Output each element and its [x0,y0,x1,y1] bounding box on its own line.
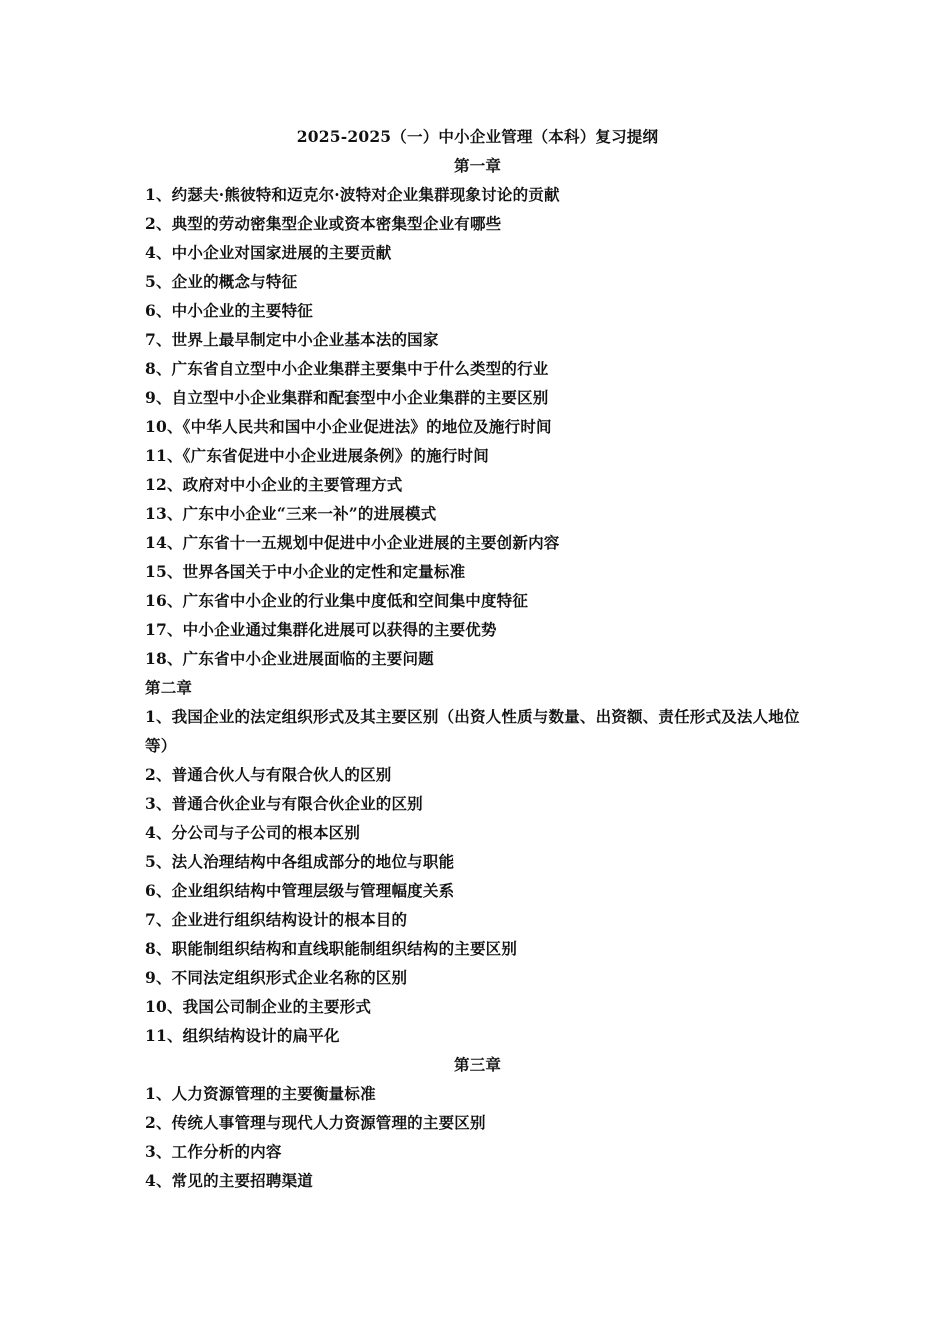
list-item: 2、普通合伙人与有限合伙人的区别 [145,765,392,784]
list-item: 4、常见的主要招聘渠道 [145,1171,313,1190]
list-item: 7、企业进行组织结构设计的根本目的 [145,910,408,929]
list-item: 2、传统人事管理与现代人力资源管理的主要区别 [145,1113,486,1132]
chapter-1-heading: 第一章 [453,156,502,175]
list-item: 8、广东省自立型中小企业集群主要集中于什么类型的行业 [145,359,549,378]
list-item: 7、世界上最早制定中小企业基本法的国家 [145,330,439,349]
chapter-2-heading: 第二章 [145,678,193,697]
list-item: 10、《中华人民共和国中小企业促进法》的地位及施行时间 [145,417,552,436]
list-item: 11、组织结构设计的扁平化 [145,1026,340,1045]
list-item: 6、中小企业的主要特征 [145,301,313,320]
list-item: 17、中小企业通过集群化进展可以获得的主要优势 [145,620,497,639]
list-item: 5、企业的概念与特征 [145,272,298,291]
chapter-1-list [145,180,810,673]
list-item: 15、世界各国关于中小企业的定性和定量标准 [145,562,466,581]
list-item: 16、广东省中小企业的行业集中度低和空间集中度特征 [145,591,529,610]
list-item: 13、广东中小企业“三来一补”的进展模式 [145,504,437,523]
list-item: 11、《广东省促进中小企业进展条例》的施行时间 [145,446,489,465]
list-item: 5、法人治理结构中各组成部分的地位与职能 [145,852,455,871]
list-item: 12、政府对中小企业的主要管理方式 [145,475,403,494]
list-item: 9、不同法定组织形式企业名称的区别 [145,968,408,987]
chapter-3-list [145,1079,810,1195]
list-item: 8、职能制组织结构和直线职能制组织结构的主要区别 [145,939,518,958]
list-item: 4、分公司与子公司的根本区别 [145,823,361,842]
document-title: 2025-2025（一）中小企业管理（本科）复习提纲 [296,127,659,146]
list-item: 10、我国公司制企业的主要形式 [145,997,372,1016]
list-item: 14、广东省十一五规划中促进中小企业进展的主要创新内容 [145,533,560,552]
document-content [145,122,810,1195]
chapter-3-heading: 第三章 [453,1055,502,1074]
list-item: 1、人力资源管理的主要衡量标准 [145,1084,376,1103]
list-item: 18、广东省中小企业进展面临的主要问题 [145,649,434,668]
list-item: 9、自立型中小企业集群和配套型中小企业集群的主要区别 [145,388,549,407]
list-item: 3、普通合伙企业与有限合伙企业的区别 [145,794,423,813]
list-item: 1、我国企业的法定组织形式及其主要区别（出资人性质与数量、出资额、责任形式及法人地位等） [145,707,800,755]
list-item: 4、中小企业对国家进展的主要贡献 [145,243,392,262]
list-item: 6、企业组织结构中管理层级与管理幅度关系 [145,881,455,900]
list-item: 1、约瑟夫·熊彼特和迈克尔·波特对企业集群现象讨论的贡献 [145,185,560,204]
list-item: 2、典型的劳动密集型企业或资本密集型企业有哪些 [145,214,502,233]
chapter-2-list [145,702,810,1050]
list-item: 3、工作分析的内容 [145,1142,282,1161]
